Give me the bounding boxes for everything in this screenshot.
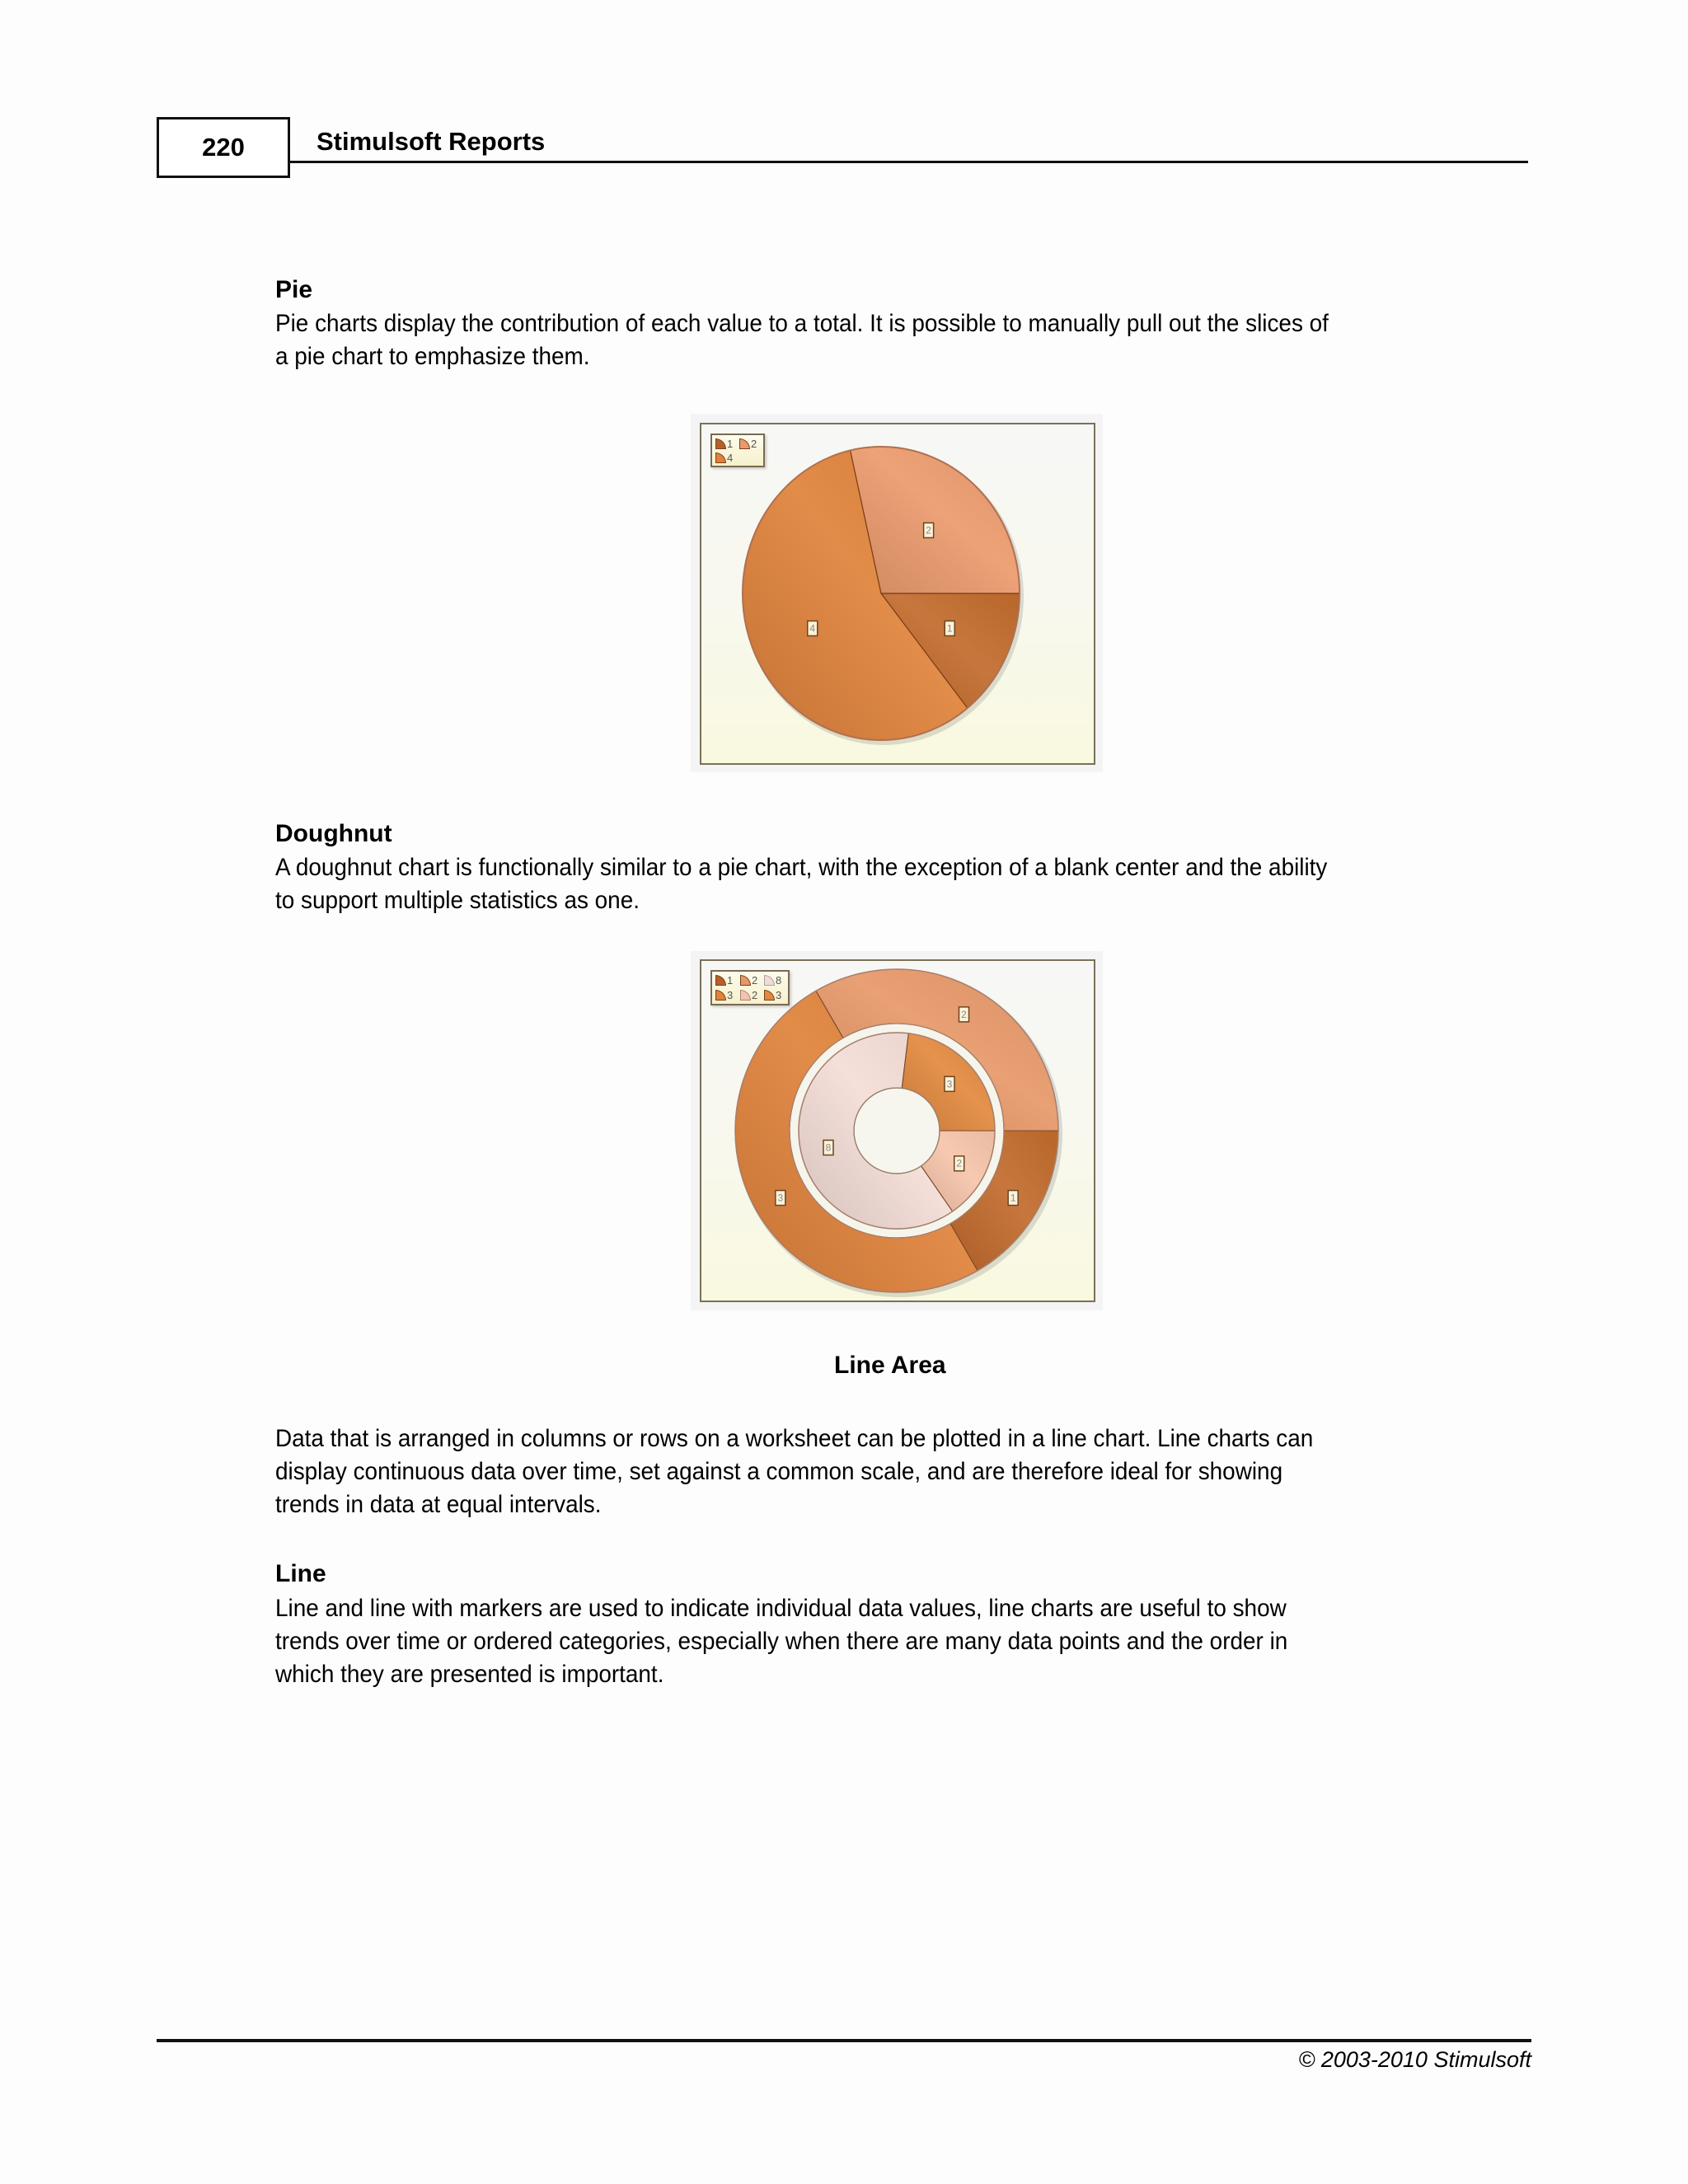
svg-text:1: 1 bbox=[1010, 1192, 1016, 1204]
ring-swatch-icon bbox=[764, 975, 775, 986]
legend-label: 2 bbox=[752, 974, 758, 987]
data-label bbox=[776, 1191, 785, 1206]
ring-swatch-icon bbox=[740, 975, 751, 986]
text-line: Line and line with markers are used to indicate individual data values, line charts are useful to show bbox=[275, 1595, 1287, 1622]
section-heading-line: Line bbox=[275, 1560, 326, 1587]
svg-text:4: 4 bbox=[809, 622, 816, 635]
paragraph-line-area bbox=[275, 1422, 1545, 1521]
paragraph-line bbox=[275, 1592, 1545, 1691]
text-line: which they are presented is important. bbox=[275, 1661, 664, 1688]
data-label bbox=[959, 1007, 969, 1022]
legend-item bbox=[764, 974, 781, 987]
text-line: A doughnut chart is functionally similar to a pie chart, with the exception of a blank center and the ability bbox=[275, 854, 1328, 881]
text-line: Data that is arranged in columns or rows on a worksheet can be plotted in a line chart. Line charts can bbox=[275, 1425, 1314, 1452]
legend-label: 8 bbox=[776, 974, 782, 987]
data-label bbox=[1008, 1191, 1018, 1206]
legend-label: 3 bbox=[776, 989, 782, 1001]
ring-swatch-icon bbox=[740, 990, 751, 1001]
doughnut-legend bbox=[710, 970, 790, 1005]
data-label bbox=[954, 1156, 964, 1171]
ring-swatch-icon bbox=[764, 990, 775, 1001]
legend-item bbox=[740, 989, 757, 1001]
text-line: to support multiple statistics as one. bbox=[275, 887, 640, 914]
footer-copyright: © 2003-2010 Stimulsoft bbox=[1298, 2047, 1531, 2072]
svg-text:3: 3 bbox=[777, 1192, 784, 1204]
section-heading-doughnut: Doughnut bbox=[275, 820, 392, 847]
svg-text:2: 2 bbox=[961, 1008, 967, 1020]
legend-item bbox=[715, 989, 733, 1001]
ring-swatch-icon bbox=[715, 990, 726, 1001]
svg-text:2: 2 bbox=[926, 524, 931, 537]
ring-swatch-icon bbox=[715, 975, 726, 986]
footer-divider bbox=[157, 2039, 1531, 2042]
svg-text:8: 8 bbox=[825, 1141, 832, 1154]
text-line: trends in data at equal intervals. bbox=[275, 1491, 602, 1518]
legend-label: 1 bbox=[727, 438, 734, 450]
document-title: Stimulsoft Reports bbox=[316, 127, 546, 156]
section-heading-pie: Pie bbox=[275, 276, 313, 303]
page-number: 220 bbox=[202, 133, 245, 162]
svg-text:2: 2 bbox=[956, 1157, 963, 1169]
legend-item bbox=[715, 974, 733, 987]
data-label bbox=[823, 1140, 833, 1155]
data-label bbox=[945, 1076, 954, 1091]
text-line: trends over time or ordered categories, especially when there are many data points and the order in bbox=[275, 1628, 1288, 1655]
svg-text:1: 1 bbox=[946, 622, 953, 635]
svg-text:3: 3 bbox=[946, 1078, 953, 1090]
legend-label: 2 bbox=[751, 438, 757, 450]
section-heading-line-area: Line Area bbox=[834, 1352, 946, 1379]
legend-item bbox=[740, 974, 757, 987]
text-line: Pie charts display the contribution of each value to a total. It is possible to manually pull out the slices of bbox=[275, 310, 1329, 337]
legend-label: 3 bbox=[727, 989, 734, 1001]
text-line: a pie chart to emphasize them. bbox=[275, 343, 590, 370]
legend-item bbox=[764, 989, 781, 1001]
text-line: display continuous data over time, set against a common scale, and are therefore ideal for showing bbox=[275, 1458, 1283, 1485]
legend-label: 1 bbox=[727, 974, 734, 987]
legend-label: 2 bbox=[752, 989, 758, 1001]
legend-label: 4 bbox=[727, 452, 734, 464]
